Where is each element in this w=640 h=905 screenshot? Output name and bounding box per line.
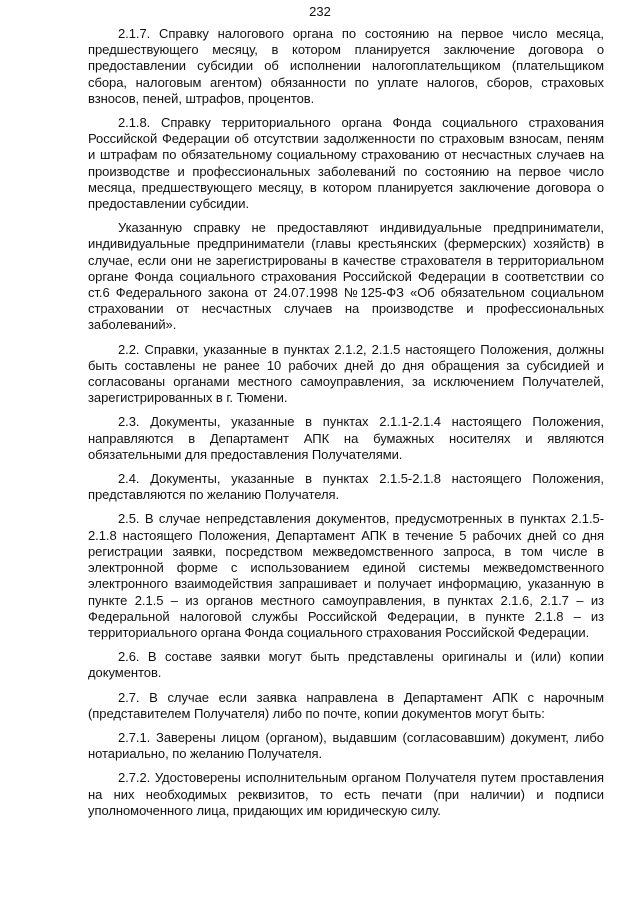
- paragraph-2-4: 2.4. Документы, указанные в пунктах 2.1.5-2.1.8 настоящего Положения, представляются по желанию Получателя.: [88, 471, 604, 503]
- page-number: 232: [309, 4, 331, 19]
- paragraph-2-5: 2.5. В случае непредставления документов, предусмотренных в пунктах 2.1.5-2.1.8 настоящего Положения, Департамент АПК в течение 5 рабочих дней со дня регистрации заявки, посредством межведомственного запроса, в том числе в электронной форме с использованием единой системы межведомственного электронного взаимодействия запрашивает и получает информацию, указанную в пункте 2.1.5 – из органов местного самоуправления, в пунктах 2.1.6, 2.1.7 – из Федеральной налоговой службы Российской Федерации, в пункте 2.1.8 – из территориального органа Фонда социального страхования Российской Федерации.: [88, 511, 604, 640]
- paragraph-2-1-8: 2.1.8. Справку территориального органа Фонда социального страхования Российской Федерации об отсутствии задолженности по страховым взносам, пеням и штрафам по обязательному социальному страхованию от несчастных случаев на производстве и профессиональных заболеваний по состоянию на первое число месяца, предшествующего месяцу, в котором планируется заключение договора о предоставлении субсидии.: [88, 115, 604, 212]
- paragraph-2-3: 2.3. Документы, указанные в пунктах 2.1.1-2.1.4 настоящего Положения, направляются в Департамент АПК на бумажных носителях и являются обязательными для предоставления Получателями.: [88, 414, 604, 462]
- paragraph-2-1-7: 2.1.7. Справку налогового органа по состоянию на первое число месяца, предшествующего месяцу, в котором планируется заключение договора о предоставлении субсидии об исполнении налогоплательщиком (плательщиком сбора, налоговым агентом) обязанности по уплате налогов, сборов, страховых взносов, пеней, штрафов, процентов.: [88, 26, 604, 106]
- paragraph-2-6: 2.6. В составе заявки могут быть представлены оригиналы и (или) копии документов.: [88, 649, 604, 681]
- paragraph-2-7: 2.7. В случае если заявка направлена в Департамент АПК с нарочным (представителем Получателя) либо по почте, копии документов могут быть:: [88, 689, 604, 721]
- paragraph-2-7-2: 2.7.2. Удостоверены исполнительным органом Получателя путем проставления на них необходимых реквизитов, то есть печати (при наличии) и подписи уполномоченного лица, придающих им юридическую силу.: [88, 770, 604, 818]
- document-body: [88, 26, 604, 827]
- paragraph-note-exemption: Указанную справку не предоставляют индивидуальные предприниматели, индивидуальные предприниматели (главы крестьянских (фермерских) хозяйств) в случае, если они не зарегистрированы в качестве страхователя в территориальном органе Фонда социального страхования Российской Федерации в соответствии со ст.6 Федерального закона от 24.07.1998 №125-ФЗ «Об обязательном социальном страховании от несчастных случаев на производстве и профессиональных заболеваний».: [88, 220, 604, 333]
- paragraph-2-7-1: 2.7.1. Заверены лицом (органом), выдавшим (согласовавшим) документ, либо нотариально, по желанию Получателя.: [88, 729, 604, 762]
- paragraph-2-2: 2.2. Справки, указанные в пунктах 2.1.2, 2.1.5 настоящего Положения, должны быть составлены не ранее 10 рабочих дней до дня обращения за субсидией и согласованы органами местного самоуправления, за исключением Получателей, зарегистрированных в г. Тюмени.: [88, 341, 604, 406]
